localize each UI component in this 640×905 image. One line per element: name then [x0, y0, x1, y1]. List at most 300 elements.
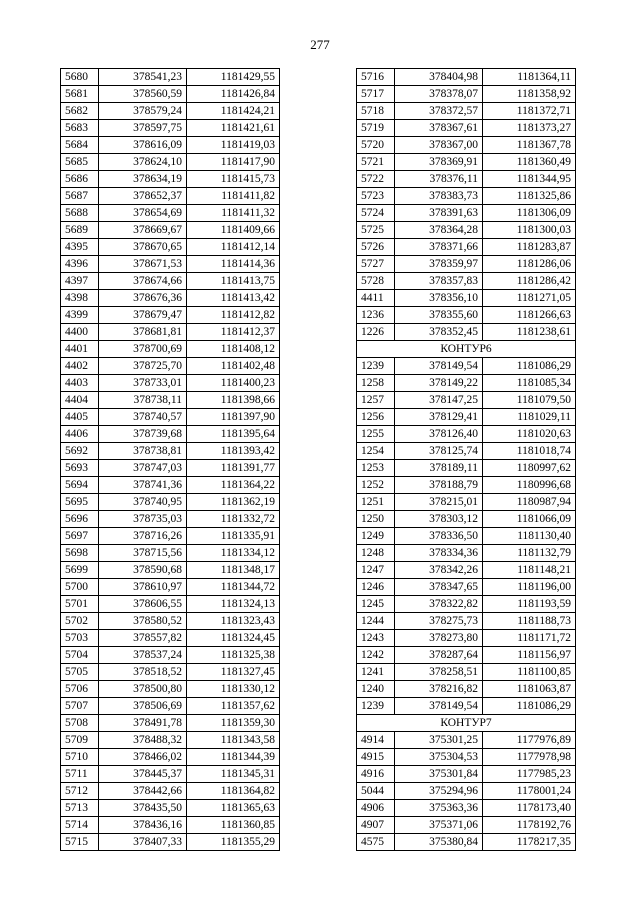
table-row [61, 545, 280, 562]
x-coordinate-cell: 378369,91 [395, 154, 483, 171]
point-number-cell: 5703 [61, 630, 99, 647]
x-coordinate-cell: 378634,19 [99, 171, 187, 188]
table-row [357, 290, 576, 307]
point-number-cell: 1256 [357, 409, 395, 426]
point-number-cell: 5728 [357, 273, 395, 290]
table-row [61, 511, 280, 528]
point-number-cell: 5687 [61, 188, 99, 205]
x-coordinate-cell: 375301,25 [395, 732, 483, 749]
x-coordinate-cell: 378747,03 [99, 460, 187, 477]
table-row [61, 443, 280, 460]
x-coordinate-cell: 378367,00 [395, 137, 483, 154]
y-coordinate-cell: 1181393,42 [187, 443, 280, 460]
x-coordinate-cell: 378442,66 [99, 783, 187, 800]
point-number-cell: 5695 [61, 494, 99, 511]
point-number-cell: 1255 [357, 426, 395, 443]
y-coordinate-cell: 1181100,85 [483, 664, 576, 681]
table-row [357, 307, 576, 324]
y-coordinate-cell: 1181079,50 [483, 392, 576, 409]
y-coordinate-cell: 1181367,78 [483, 137, 576, 154]
x-coordinate-cell: 378741,36 [99, 477, 187, 494]
x-coordinate-cell: 378740,95 [99, 494, 187, 511]
y-coordinate-cell: 1178192,76 [483, 817, 576, 834]
point-number-cell: 1250 [357, 511, 395, 528]
point-number-cell: 4396 [61, 256, 99, 273]
point-number-cell: 5701 [61, 596, 99, 613]
point-number-cell: 5686 [61, 171, 99, 188]
table-row [61, 494, 280, 511]
point-number-cell: 5692 [61, 443, 99, 460]
point-number-cell: 1239 [357, 698, 395, 715]
point-number-cell: 4401 [61, 341, 99, 358]
x-coordinate-cell: 378376,11 [395, 171, 483, 188]
y-coordinate-cell: 1181300,03 [483, 222, 576, 239]
y-coordinate-cell: 1181429,55 [187, 69, 280, 86]
table-row [61, 103, 280, 120]
section-header-row [357, 715, 576, 732]
point-number-cell: 5725 [357, 222, 395, 239]
point-number-cell: 5697 [61, 528, 99, 545]
table-row [61, 273, 280, 290]
table-row [61, 69, 280, 86]
x-coordinate-cell: 378624,10 [99, 154, 187, 171]
y-coordinate-cell: 1181306,09 [483, 205, 576, 222]
y-coordinate-cell: 1181364,22 [187, 477, 280, 494]
point-number-cell: 4915 [357, 749, 395, 766]
x-coordinate-cell: 378445,37 [99, 766, 187, 783]
point-number-cell: 4402 [61, 358, 99, 375]
x-coordinate-cell: 378391,63 [395, 205, 483, 222]
table-row [61, 834, 280, 851]
y-coordinate-cell: 1181411,32 [187, 205, 280, 222]
x-coordinate-cell: 378739,68 [99, 426, 187, 443]
table-row [357, 69, 576, 86]
x-coordinate-cell: 378670,65 [99, 239, 187, 256]
table-row [61, 477, 280, 494]
y-coordinate-cell: 1181400,23 [187, 375, 280, 392]
x-coordinate-cell: 378597,75 [99, 120, 187, 137]
point-number-cell: 4398 [61, 290, 99, 307]
point-number-cell: 1240 [357, 681, 395, 698]
y-coordinate-cell: 1181364,82 [187, 783, 280, 800]
section-header: КОНТУР6 [357, 341, 576, 358]
table-row [357, 188, 576, 205]
table-row [357, 256, 576, 273]
section-header-row [357, 341, 576, 358]
table-row [357, 239, 576, 256]
table-row [357, 205, 576, 222]
point-number-cell: 5698 [61, 545, 99, 562]
x-coordinate-cell: 378404,98 [395, 69, 483, 86]
point-number-cell: 1244 [357, 613, 395, 630]
table-row [357, 562, 576, 579]
y-coordinate-cell: 1181359,30 [187, 715, 280, 732]
table-row [61, 205, 280, 222]
y-coordinate-cell: 1181391,77 [187, 460, 280, 477]
x-coordinate-cell: 378303,12 [395, 511, 483, 528]
point-number-cell: 5685 [61, 154, 99, 171]
table-row [61, 341, 280, 358]
y-coordinate-cell: 1181271,05 [483, 290, 576, 307]
y-coordinate-cell: 1181029,11 [483, 409, 576, 426]
x-coordinate-cell: 378488,32 [99, 732, 187, 749]
x-coordinate-cell: 378149,54 [395, 698, 483, 715]
table-row [61, 426, 280, 443]
y-coordinate-cell: 1181171,72 [483, 630, 576, 647]
coordinates-table-right [356, 68, 576, 851]
y-coordinate-cell: 1181332,72 [187, 511, 280, 528]
table-row [61, 613, 280, 630]
y-coordinate-cell: 1177978,98 [483, 749, 576, 766]
y-coordinate-cell: 1181238,61 [483, 324, 576, 341]
y-coordinate-cell: 1181395,64 [187, 426, 280, 443]
x-coordinate-cell: 378716,26 [99, 528, 187, 545]
x-coordinate-cell: 378149,54 [395, 358, 483, 375]
x-coordinate-cell: 378579,24 [99, 103, 187, 120]
point-number-cell: 5044 [357, 783, 395, 800]
point-number-cell: 1248 [357, 545, 395, 562]
x-coordinate-cell: 378189,11 [395, 460, 483, 477]
y-coordinate-cell: 1181286,42 [483, 273, 576, 290]
point-number-cell: 5717 [357, 86, 395, 103]
point-number-cell: 5700 [61, 579, 99, 596]
y-coordinate-cell: 1181196,00 [483, 579, 576, 596]
x-coordinate-cell: 378364,28 [395, 222, 483, 239]
y-coordinate-cell: 1181373,27 [483, 120, 576, 137]
table-row [357, 443, 576, 460]
point-number-cell: 4914 [357, 732, 395, 749]
y-coordinate-cell: 1181358,92 [483, 86, 576, 103]
y-coordinate-cell: 1181283,87 [483, 239, 576, 256]
y-coordinate-cell: 1181325,38 [187, 647, 280, 664]
x-coordinate-cell: 378610,97 [99, 579, 187, 596]
y-coordinate-cell: 1181412,82 [187, 307, 280, 324]
table-row [61, 86, 280, 103]
y-coordinate-cell: 1180996,68 [483, 477, 576, 494]
y-coordinate-cell: 1181344,39 [187, 749, 280, 766]
x-coordinate-cell: 378606,55 [99, 596, 187, 613]
table-row [61, 324, 280, 341]
y-coordinate-cell: 1181130,40 [483, 528, 576, 545]
table-row [357, 664, 576, 681]
table-row [357, 392, 576, 409]
y-coordinate-cell: 1181365,63 [187, 800, 280, 817]
x-coordinate-cell: 378287,64 [395, 647, 483, 664]
x-coordinate-cell: 378352,45 [395, 324, 483, 341]
y-coordinate-cell: 1181156,97 [483, 647, 576, 664]
point-number-cell: 5706 [61, 681, 99, 698]
y-coordinate-cell: 1181419,03 [187, 137, 280, 154]
x-coordinate-cell: 378500,80 [99, 681, 187, 698]
x-coordinate-cell: 378273,80 [395, 630, 483, 647]
x-coordinate-cell: 378125,74 [395, 443, 483, 460]
x-coordinate-cell: 378738,11 [99, 392, 187, 409]
y-coordinate-cell: 1181018,74 [483, 443, 576, 460]
y-coordinate-cell: 1181020,63 [483, 426, 576, 443]
x-coordinate-cell: 378359,97 [395, 256, 483, 273]
y-coordinate-cell: 1181415,73 [187, 171, 280, 188]
x-coordinate-cell: 378407,33 [99, 834, 187, 851]
point-number-cell: 5702 [61, 613, 99, 630]
x-coordinate-cell: 378355,60 [395, 307, 483, 324]
x-coordinate-cell: 378435,50 [99, 800, 187, 817]
x-coordinate-cell: 378129,41 [395, 409, 483, 426]
point-number-cell: 5680 [61, 69, 99, 86]
x-coordinate-cell: 378383,73 [395, 188, 483, 205]
y-coordinate-cell: 1181398,66 [187, 392, 280, 409]
y-coordinate-cell: 1181066,09 [483, 511, 576, 528]
x-coordinate-cell: 378518,52 [99, 664, 187, 681]
table-row [61, 528, 280, 545]
y-coordinate-cell: 1181360,85 [187, 817, 280, 834]
y-coordinate-cell: 1178173,40 [483, 800, 576, 817]
x-coordinate-cell: 378738,81 [99, 443, 187, 460]
y-coordinate-cell: 1181324,13 [187, 596, 280, 613]
table-row [61, 630, 280, 647]
point-number-cell: 5693 [61, 460, 99, 477]
x-coordinate-cell: 378506,69 [99, 698, 187, 715]
y-coordinate-cell: 1181063,87 [483, 681, 576, 698]
point-number-cell: 5718 [357, 103, 395, 120]
point-number-cell: 1236 [357, 307, 395, 324]
point-number-cell: 5694 [61, 477, 99, 494]
table-row [357, 494, 576, 511]
x-coordinate-cell: 378669,67 [99, 222, 187, 239]
point-number-cell: 4405 [61, 409, 99, 426]
y-coordinate-cell: 1181424,21 [187, 103, 280, 120]
table-row [357, 681, 576, 698]
x-coordinate-cell: 378740,57 [99, 409, 187, 426]
point-number-cell: 1246 [357, 579, 395, 596]
point-number-cell: 1258 [357, 375, 395, 392]
table-row [357, 358, 576, 375]
y-coordinate-cell: 1181335,91 [187, 528, 280, 545]
table-row [357, 409, 576, 426]
table-row [357, 613, 576, 630]
x-coordinate-cell: 378715,56 [99, 545, 187, 562]
table-row [61, 579, 280, 596]
y-coordinate-cell: 1181360,49 [483, 154, 576, 171]
table-row [357, 630, 576, 647]
table-row [357, 800, 576, 817]
point-number-cell: 1243 [357, 630, 395, 647]
y-coordinate-cell: 1181421,61 [187, 120, 280, 137]
point-number-cell: 5719 [357, 120, 395, 137]
table-row [61, 647, 280, 664]
point-number-cell: 4575 [357, 834, 395, 851]
table-row [357, 749, 576, 766]
table-row [61, 715, 280, 732]
y-coordinate-cell: 1177976,89 [483, 732, 576, 749]
y-coordinate-cell: 1178217,35 [483, 834, 576, 851]
point-number-cell: 5699 [61, 562, 99, 579]
y-coordinate-cell: 1181413,42 [187, 290, 280, 307]
x-coordinate-cell: 378679,47 [99, 307, 187, 324]
table-row [61, 681, 280, 698]
table-row [61, 732, 280, 749]
x-coordinate-cell: 378342,26 [395, 562, 483, 579]
y-coordinate-cell: 1181327,45 [187, 664, 280, 681]
x-coordinate-cell: 378334,36 [395, 545, 483, 562]
y-coordinate-cell: 1181085,34 [483, 375, 576, 392]
y-coordinate-cell: 1181193,59 [483, 596, 576, 613]
table-row [61, 766, 280, 783]
point-number-cell: 5722 [357, 171, 395, 188]
point-number-cell: 5689 [61, 222, 99, 239]
x-coordinate-cell: 378371,66 [395, 239, 483, 256]
y-coordinate-cell: 1181323,43 [187, 613, 280, 630]
table-row [357, 783, 576, 800]
table-row [61, 664, 280, 681]
point-number-cell: 1252 [357, 477, 395, 494]
x-coordinate-cell: 375363,36 [395, 800, 483, 817]
y-coordinate-cell: 1178001,24 [483, 783, 576, 800]
y-coordinate-cell: 1181411,82 [187, 188, 280, 205]
point-number-cell: 4907 [357, 817, 395, 834]
x-coordinate-cell: 378491,78 [99, 715, 187, 732]
point-number-cell: 5713 [61, 800, 99, 817]
x-coordinate-cell: 378652,37 [99, 188, 187, 205]
section-header: КОНТУР7 [357, 715, 576, 732]
point-number-cell: 4404 [61, 392, 99, 409]
x-coordinate-cell: 378216,82 [395, 681, 483, 698]
x-coordinate-cell: 378149,22 [395, 375, 483, 392]
table-row [357, 545, 576, 562]
point-number-cell: 4400 [61, 324, 99, 341]
x-coordinate-cell: 375304,53 [395, 749, 483, 766]
table-row [61, 783, 280, 800]
x-coordinate-cell: 375294,96 [395, 783, 483, 800]
point-number-cell: 5688 [61, 205, 99, 222]
x-coordinate-cell: 378700,69 [99, 341, 187, 358]
point-number-cell: 5684 [61, 137, 99, 154]
y-coordinate-cell: 1181372,71 [483, 103, 576, 120]
point-number-cell: 5705 [61, 664, 99, 681]
x-coordinate-cell: 378336,50 [395, 528, 483, 545]
coordinates-table-left [60, 68, 280, 851]
y-coordinate-cell: 1181426,84 [187, 86, 280, 103]
table-row [357, 511, 576, 528]
table-row [357, 579, 576, 596]
point-number-cell: 5714 [61, 817, 99, 834]
y-coordinate-cell: 1180987,94 [483, 494, 576, 511]
table-row [61, 800, 280, 817]
x-coordinate-cell: 378590,68 [99, 562, 187, 579]
table-row [61, 358, 280, 375]
point-number-cell: 4395 [61, 239, 99, 256]
table-row [357, 86, 576, 103]
point-number-cell: 4397 [61, 273, 99, 290]
y-coordinate-cell: 1181086,29 [483, 358, 576, 375]
x-coordinate-cell: 378215,01 [395, 494, 483, 511]
point-number-cell: 5723 [357, 188, 395, 205]
table-row [357, 817, 576, 834]
point-number-cell: 5683 [61, 120, 99, 137]
table-row [61, 154, 280, 171]
x-coordinate-cell: 378356,10 [395, 290, 483, 307]
table-row [357, 154, 576, 171]
x-coordinate-cell: 378322,82 [395, 596, 483, 613]
point-number-cell: 5716 [357, 69, 395, 86]
table-row [61, 817, 280, 834]
y-coordinate-cell: 1181412,14 [187, 239, 280, 256]
y-coordinate-cell: 1181364,11 [483, 69, 576, 86]
table-row [61, 749, 280, 766]
table-row [61, 222, 280, 239]
table-row [357, 120, 576, 137]
y-coordinate-cell: 1181409,66 [187, 222, 280, 239]
point-number-cell: 1226 [357, 324, 395, 341]
table-row [357, 698, 576, 715]
x-coordinate-cell: 378541,23 [99, 69, 187, 86]
table-row [61, 460, 280, 477]
x-coordinate-cell: 378147,25 [395, 392, 483, 409]
x-coordinate-cell: 378671,53 [99, 256, 187, 273]
table-row [357, 222, 576, 239]
point-number-cell: 5715 [61, 834, 99, 851]
point-number-cell: 5726 [357, 239, 395, 256]
point-number-cell: 5708 [61, 715, 99, 732]
y-coordinate-cell: 1181417,90 [187, 154, 280, 171]
table-row [357, 171, 576, 188]
y-coordinate-cell: 1181334,12 [187, 545, 280, 562]
y-coordinate-cell: 1181408,12 [187, 341, 280, 358]
y-coordinate-cell: 1181357,62 [187, 698, 280, 715]
x-coordinate-cell: 378372,57 [395, 103, 483, 120]
x-coordinate-cell: 375301,84 [395, 766, 483, 783]
x-coordinate-cell: 378616,09 [99, 137, 187, 154]
table-row [357, 137, 576, 154]
y-coordinate-cell: 1181413,75 [187, 273, 280, 290]
x-coordinate-cell: 378725,70 [99, 358, 187, 375]
point-number-cell: 1247 [357, 562, 395, 579]
table-row [357, 732, 576, 749]
y-coordinate-cell: 1181324,45 [187, 630, 280, 647]
point-number-cell: 5710 [61, 749, 99, 766]
x-coordinate-cell: 378557,82 [99, 630, 187, 647]
x-coordinate-cell: 378466,02 [99, 749, 187, 766]
x-coordinate-cell: 378735,03 [99, 511, 187, 528]
table-row [61, 120, 280, 137]
point-number-cell: 1245 [357, 596, 395, 613]
table-row [61, 256, 280, 273]
y-coordinate-cell: 1181344,95 [483, 171, 576, 188]
x-coordinate-cell: 378674,66 [99, 273, 187, 290]
x-coordinate-cell: 378537,24 [99, 647, 187, 664]
table-row [357, 596, 576, 613]
y-coordinate-cell: 1181402,48 [187, 358, 280, 375]
point-number-cell: 1241 [357, 664, 395, 681]
point-number-cell: 5707 [61, 698, 99, 715]
y-coordinate-cell: 1181188,73 [483, 613, 576, 630]
table-row [357, 426, 576, 443]
y-coordinate-cell: 1181414,36 [187, 256, 280, 273]
x-coordinate-cell: 378654,69 [99, 205, 187, 222]
point-number-cell: 1257 [357, 392, 395, 409]
point-number-cell: 4403 [61, 375, 99, 392]
y-coordinate-cell: 1181397,90 [187, 409, 280, 426]
y-coordinate-cell: 1181355,29 [187, 834, 280, 851]
x-coordinate-cell: 378357,83 [395, 273, 483, 290]
point-number-cell: 5709 [61, 732, 99, 749]
point-number-cell: 1253 [357, 460, 395, 477]
table-row [61, 562, 280, 579]
table-row [61, 392, 280, 409]
table-row [61, 239, 280, 256]
point-number-cell: 4399 [61, 307, 99, 324]
x-coordinate-cell: 378436,16 [99, 817, 187, 834]
y-coordinate-cell: 1177985,23 [483, 766, 576, 783]
